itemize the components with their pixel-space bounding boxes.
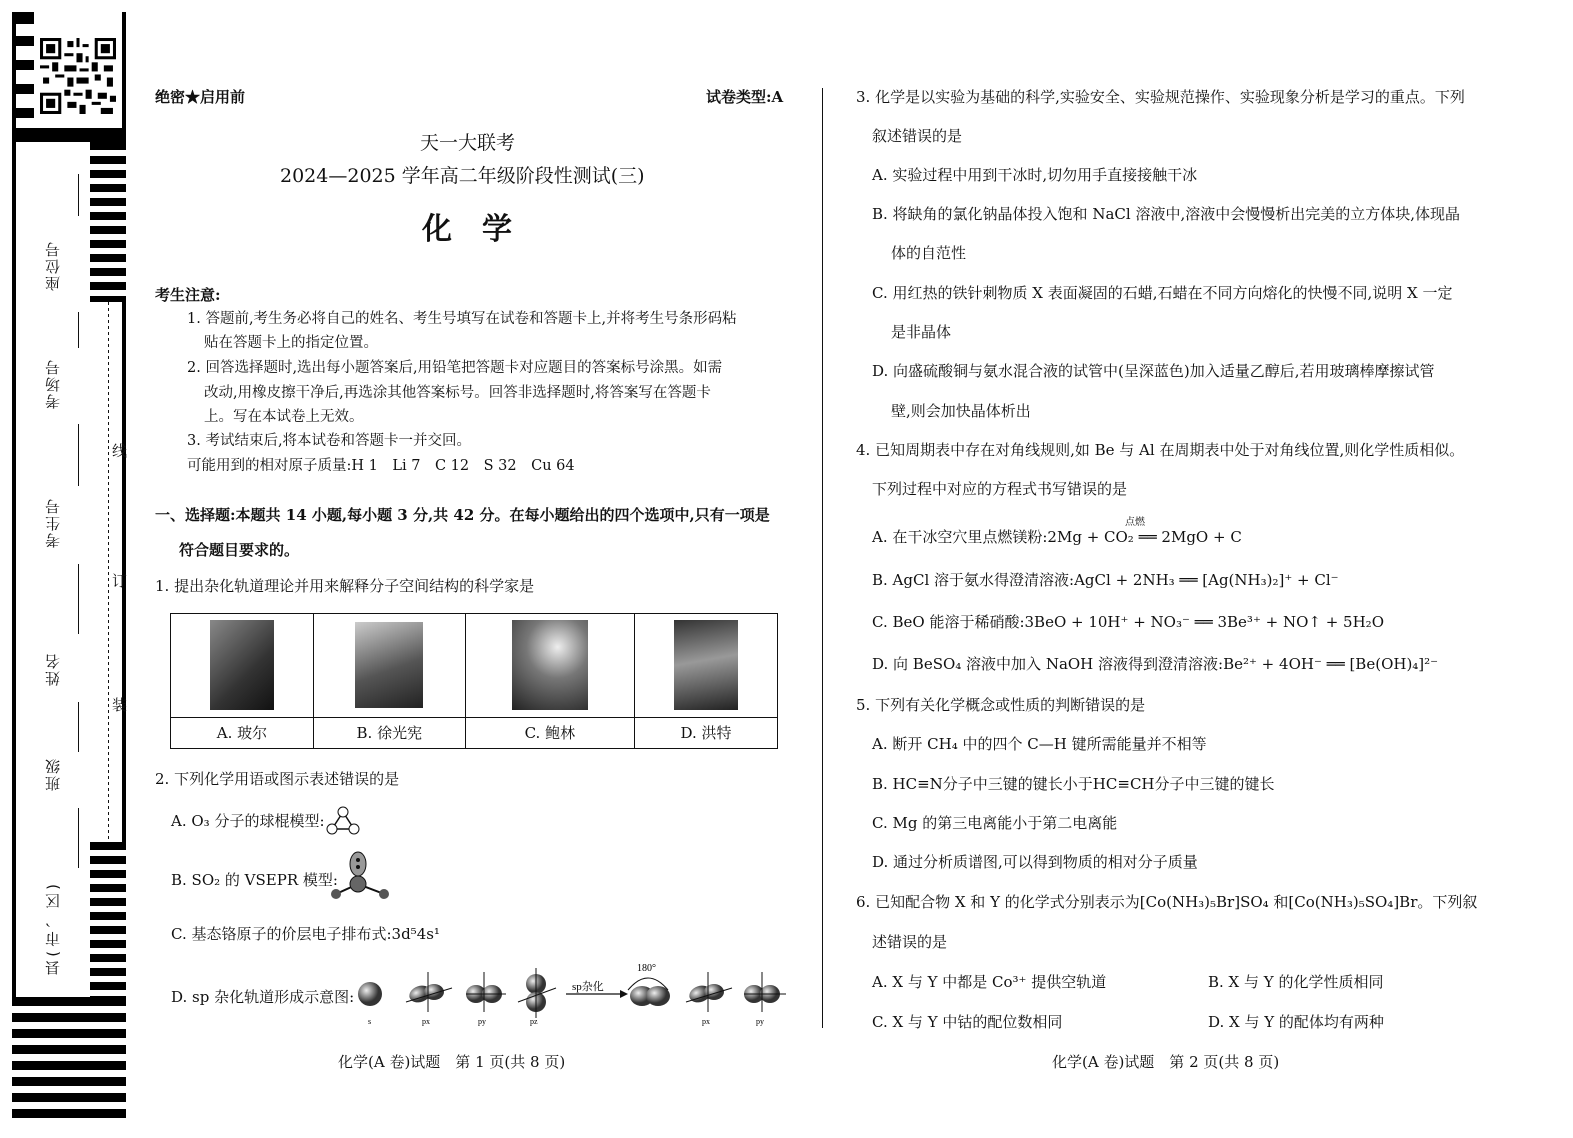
q2-option-c[interactable]: C. 基态铬原子的价层电子排布式:3d⁵4s¹ <box>171 925 440 943</box>
portrait-pauling <box>512 620 588 710</box>
q4-option-c[interactable]: C. BeO 能溶于稀硝酸:3BeO + 10H⁺ + NO₃⁻ ══ 3Be³⁺ + NO↑ + 5H₂O <box>872 613 1384 631</box>
q6-option-d[interactable]: D. X 与 Y 的配体均有两种 <box>1208 1013 1384 1031</box>
q5-option-a[interactable]: A. 断开 CH₄ 中的四个 C—H 键所需能量并不相等 <box>872 735 1207 753</box>
portrait-xu-guangxian <box>355 622 423 708</box>
section-heading: 一、选择题:本题共 14 小题,每小题 3 分,共 42 分。在每小题给出的四个选项中,只有一项是 <box>155 506 770 524</box>
confidential-label: 绝密★启用前 <box>155 88 246 106</box>
q1-option-d[interactable]: D. 洪特 <box>635 717 778 748</box>
so2-vsepr-icon <box>328 850 392 906</box>
q5-option-b[interactable]: B. HC≡N分子中三键的键长小于HC≡CH分子中三键的键长 <box>872 775 1275 793</box>
notice-item: 1. 答题前,考生务必将自己的姓名、考生号填写在试卷和答题卡上,并将考生号条形码粘 <box>187 311 737 327</box>
q3-option-b-cont: 体的自范性 <box>891 244 967 262</box>
q6-option-c[interactable]: C. X 与 Y 中钴的配位数相同 <box>872 1013 1063 1031</box>
q4-option-d[interactable]: D. 向 BeSO₄ 溶液中加入 NaOH 溶液得到澄清溶液:Be²⁺ + 4OH⁻ ══ [Be(OH)₄]²⁻ <box>872 655 1439 673</box>
q4-a-condition: 点燃 <box>1125 517 1145 528</box>
notice-item: 上。写在本试卷上无效。 <box>204 409 364 425</box>
org-name: 天一大联考 <box>420 132 516 154</box>
notice-title: 考生注意: <box>155 286 221 304</box>
orbital-label: pz <box>530 1017 538 1026</box>
q6-stem-cont: 述错误的是 <box>872 933 948 951</box>
q5-stem: 5. 下列有关化学概念或性质的判断错误的是 <box>856 696 1146 714</box>
county-label: 县(市、区) <box>44 880 62 976</box>
q3-option-a[interactable]: A. 实验过程中用到干冰时,切勿用手直接接触干冰 <box>872 166 1198 184</box>
atomic-mass-note: 可能用到的相对原子质量:H 1 Li 7 C 12 S 32 Cu 64 <box>187 458 575 474</box>
q1-portrait-table <box>170 613 778 749</box>
exam-title: 2024—2025 学年高二年级阶段性测试(三) <box>280 165 645 187</box>
q3-option-c-cont: 是非晶体 <box>891 323 952 341</box>
sp-hybridization-diagram <box>356 962 792 1028</box>
notice-item: 改动,用橡皮擦干净后,再选涂其他答案标号。回答非选择题时,将答案写在答题卡 <box>204 385 711 401</box>
binding-strip <box>12 12 126 1124</box>
q2-option-a[interactable]: A. O₃ 分子的球棍模型: <box>171 812 325 830</box>
page-divider <box>822 88 823 1028</box>
orbital-label: px <box>422 1017 430 1026</box>
notice-item: 贴在答题卡上的指定位置。 <box>204 335 378 351</box>
q4-option-a[interactable]: A. 在干冰空穴里点燃镁粉:2Mg + CO₂ ══ 2MgO + C <box>872 528 1242 546</box>
portrait-bohr <box>210 620 274 710</box>
q4-stem-cont: 下列过程中对应的方程式书写错误的是 <box>872 480 1128 498</box>
subject-title: 化 学 <box>422 212 512 247</box>
orbital-label: py <box>478 1017 486 1026</box>
q3-stem-cont: 叙述错误的是 <box>872 127 963 145</box>
mark-assemble: 装 <box>112 696 128 714</box>
q3-option-c[interactable]: C. 用红热的铁针刺物质 X 表面凝固的石蜡,石蜡在不同方向熔化的快慢不同,说明 X 一定 <box>872 284 1453 302</box>
footer-page-2: 化学(A 卷)试题 第 2 页(共 8 页) <box>1052 1053 1280 1071</box>
seat-label: 座位号 <box>44 240 62 291</box>
portrait-hund <box>674 620 738 710</box>
q4-option-b[interactable]: B. AgCl 溶于氨水得澄清溶液:AgCl + 2NH₃ ══ [Ag(NH₃)₂]⁺ + Cl⁻ <box>872 571 1339 589</box>
q3-option-d[interactable]: D. 向盛硫酸铜与氨水混合液的试管中(呈深蓝色)加入适量乙醇后,若用玻璃棒摩擦试管 <box>872 362 1435 380</box>
q3-option-b[interactable]: B. 将缺角的氯化钠晶体投入饱和 NaCl 溶液中,溶液中会慢慢析出完美的立方体块,体现晶 <box>872 205 1460 223</box>
footer-page-1: 化学(A 卷)试题 第 1 页(共 8 页) <box>338 1053 566 1071</box>
sp-arrow-label: sp杂化 <box>572 981 604 993</box>
class-label: 班级 <box>44 757 62 791</box>
q1-option-b[interactable]: B. 徐光宪 <box>313 717 465 748</box>
q1-option-a[interactable]: A. 玻尔 <box>171 717 314 748</box>
room-label: 考场号 <box>44 358 62 409</box>
mark-line: 线 <box>112 442 128 460</box>
section-heading-cont: 符合题目要求的。 <box>179 541 300 559</box>
q6-option-a[interactable]: A. X 与 Y 中都是 Co³⁺ 提供空轨道 <box>872 973 1107 991</box>
q3-option-d-cont: 壁,则会加快晶体析出 <box>891 402 1031 420</box>
q4-stem: 4. 已知周期表中存在对角线规则,如 Be 与 Al 在周期表中处于对角线位置,则化学性质相似。 <box>856 441 1465 459</box>
notice-item: 2. 回答选择题时,选出每小题答案后,用铅笔把答题卡对应题目的答案标号涂黑。如需 <box>187 360 723 376</box>
q2-option-d[interactable]: D. sp 杂化轨道形成示意图: <box>171 988 355 1006</box>
q2-option-b[interactable]: B. SO₂ 的 VSEPR 模型: <box>171 871 338 889</box>
qr-code-icon <box>40 38 116 114</box>
o3-ball-stick-icon <box>326 805 360 835</box>
q1-option-c[interactable]: C. 鲍林 <box>465 717 634 748</box>
orbital-label: py <box>756 1017 764 1026</box>
paper-type: 试卷类型:A <box>706 88 784 106</box>
mark-bind: 订 <box>112 572 128 590</box>
q6-stem: 6. 已知配合物 X 和 Y 的化学式分别表示为[Co(NH₃)₅Br]SO₄ 和[Co(NH₃)₅SO₄]Br。下列叙 <box>856 893 1478 911</box>
q5-option-d[interactable]: D. 通过分析质谱图,可以得到物质的相对分子质量 <box>872 853 1198 871</box>
notice-item: 3. 考试结束后,将本试卷和答题卡一并交回。 <box>187 433 472 449</box>
q2-stem: 2. 下列化学用语或图示表述错误的是 <box>155 770 400 788</box>
q1-stem: 1. 提出杂化轨道理论并用来解释分子空间结构的科学家是 <box>155 577 535 595</box>
student-id-label: 考生号 <box>44 497 62 548</box>
angle-label: 180° <box>637 963 656 974</box>
q3-stem: 3. 化学是以实验为基础的科学,实验安全、实验规范操作、实验现象分析是学习的重点。下列 <box>856 88 1465 106</box>
orbital-label: px <box>702 1017 710 1026</box>
name-label: 姓名 <box>44 652 62 686</box>
q6-option-b[interactable]: B. X 与 Y 的化学性质相同 <box>1208 973 1384 991</box>
orbital-label: s <box>368 1017 372 1026</box>
q5-option-c[interactable]: C. Mg 的第三电离能小于第二电离能 <box>872 814 1118 832</box>
